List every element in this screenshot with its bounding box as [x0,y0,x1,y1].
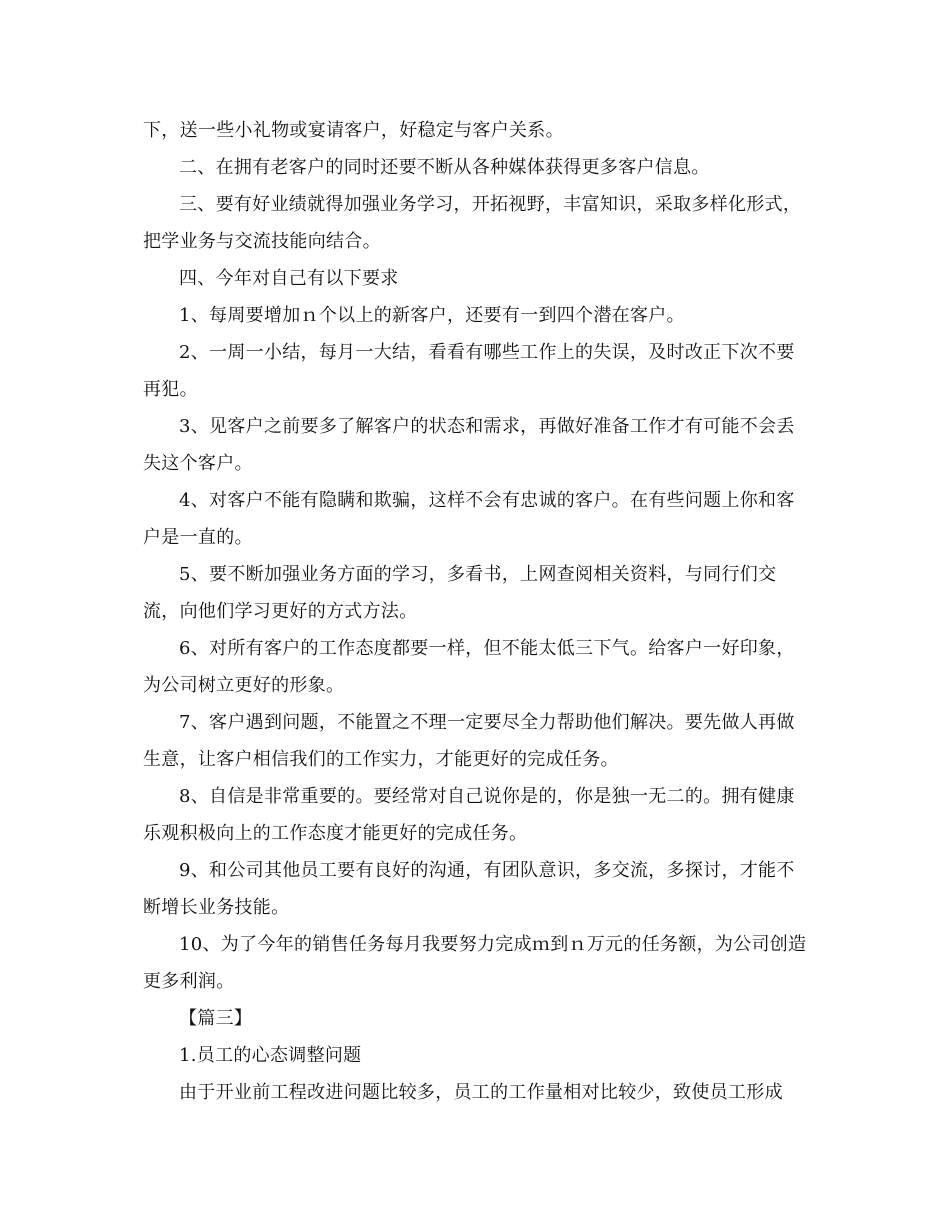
list-item-9: 9、和公司其他员工要有良好的沟通，有团队意识，多交流，多探讨，才能不断增长业务技能。 [143,860,795,918]
list-item-10: 10、为了今年的销售任务每月我要努力完成ｍ到ｎ万元的任务额，为公司创造更多利润。 [143,934,807,992]
list-item-8: 8、自信是非常重要的。要经常对自己说你是的，你是独一无二的。拥有健康乐观积极向上的工作态度才能更好的完成任务。 [143,786,795,844]
list-item-1: 1、每周要增加ｎ个以上的新客户，还要有一到四个潜在客户。 [179,305,685,326]
paragraph-continuation: 下，送一些小礼物或宴请客户，好稳定与客户关系。 [143,120,564,141]
body-paragraph: 由于开业前工程改进问题比较多，员工的工作量相对比较少，致使员工形成 [179,1082,783,1103]
paragraph-point-two: 二、在拥有老客户的同时还要不断从各种媒体获得更多客户信息。 [179,157,710,178]
paragraph-point-three: 三、要有好业绩就得加强业务学习，开拓视野，丰富知识，采取多样化形式，把学业务与交流技能向结合。 [143,194,802,252]
list-item-2: 2、一周一小结，每月一大结，看看有哪些工作上的失误，及时改正下次不要再犯。 [143,342,795,400]
list-item-3: 3、见客户之前要多了解客户的状态和需求，再做好准备工作才有可能不会丢失这个客户。 [143,416,795,474]
list-item-4: 4、对客户不能有隐瞒和欺骗，这样不会有忠诚的客户。在有些问题上你和客户是一直的。 [143,490,795,548]
list-item-6: 6、对所有客户的工作态度都要一样，但不能太低三下气。给客户一好印象，为公司树立更好的形象。 [143,638,795,696]
subheading: 1.员工的心态调整问题 [179,1045,362,1066]
list-item-5: 5、要不断加强业务方面的学习，多看书，上网查阅相关资料，与同行们交流，向他们学习更好的方式方法。 [143,564,777,622]
list-item-7: 7、客户遇到问题，不能置之不理一定要尽全力帮助他们解决。要先做人再做生意，让客户相信我们的工作实力，才能更好的完成任务。 [143,712,795,770]
document-body [143,112,808,1111]
paragraph-point-four: 四、今年对自己有以下要求 [179,268,399,289]
section-heading: 【篇三】 [179,1008,253,1029]
